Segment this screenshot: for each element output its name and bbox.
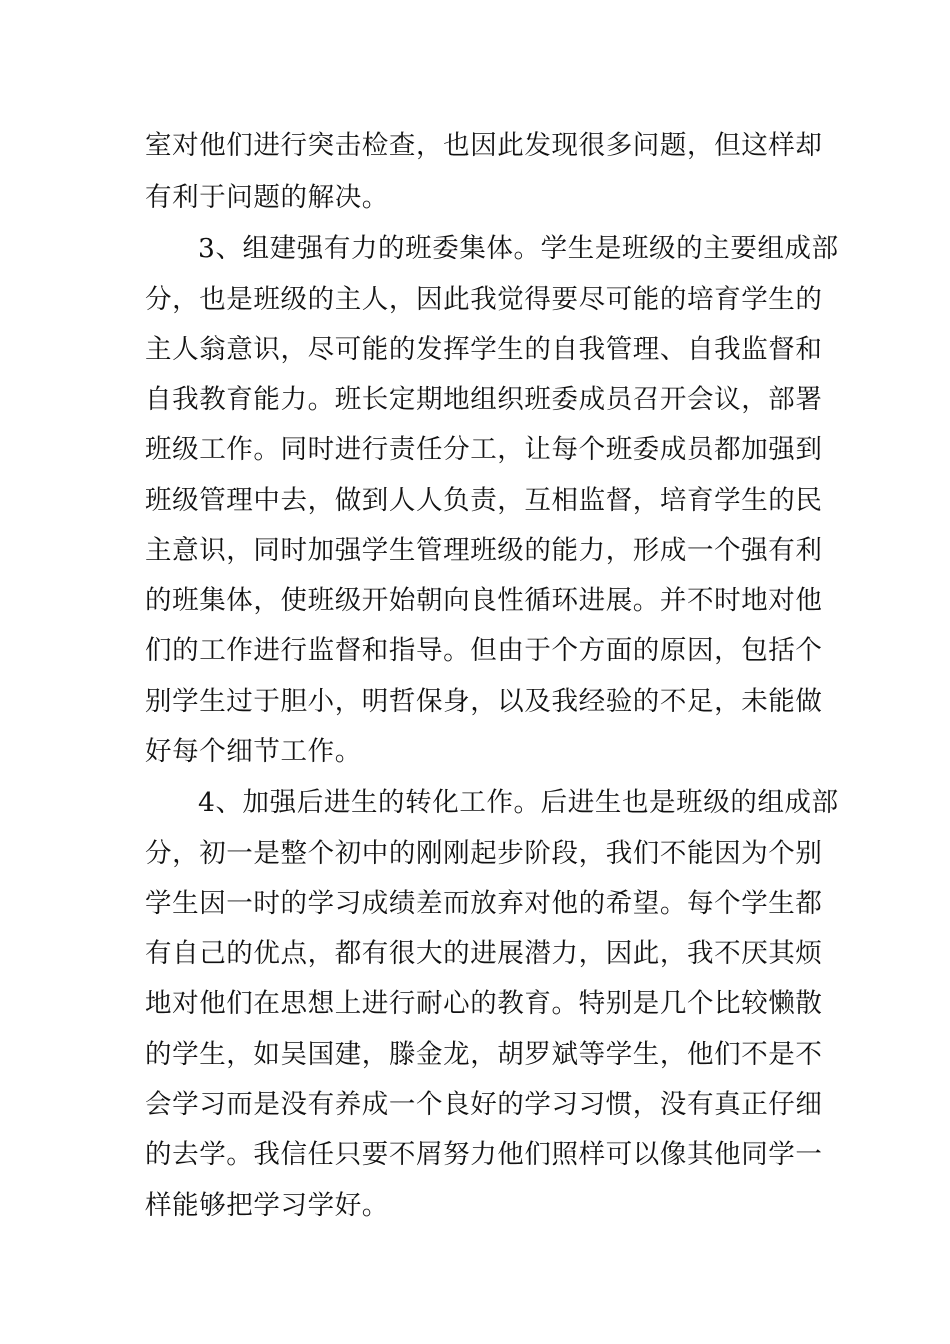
text-line: 的学生，如吴国建，滕金龙，胡罗斌等学生，他们不是不 [145, 1039, 823, 1070]
text-line: 班级工作。同时进行责任分工，让每个班委成员都加强到 [145, 434, 823, 465]
text-line: 好每个细节工作。 [145, 736, 362, 767]
text-line: 地对他们在思想上进行耐心的教育。特别是几个比较懒散 [145, 988, 823, 1019]
text-line: 分，也是班级的主人，因此我觉得要尽可能的培育学生的 [145, 284, 823, 315]
paragraph-4-first-line: 4、加强后进生的转化工作。后进生也是班级的组成部 [198, 787, 839, 818]
text-line: 班级管理中去，做到人人负责，互相监督，培育学生的民 [145, 485, 823, 516]
text-line: 样能够把学习学好。 [145, 1190, 389, 1221]
text-line: 的去学。我信任只要不屑努力他们照样可以像其他同学一 [145, 1139, 823, 1170]
text-line: 别学生过于胆小，明哲保身，以及我经验的不足，未能做 [145, 686, 823, 717]
text-line: 有利于问题的解决。 [145, 182, 389, 213]
paragraph-3-first-line: 3、组建强有力的班委集体。学生是班级的主要组成部 [198, 233, 839, 264]
text-line: 们的工作进行监督和指导。但由于个方面的原因，包括个 [145, 635, 823, 666]
text-line: 的班集体，使班级开始朝向良性循环进展。并不时地对他 [145, 585, 823, 616]
text-line: 室对他们进行突击检查，也因此发现很多问题，但这样却 [145, 130, 823, 161]
text-line: 学生因一时的学习成绩差而放弃对他的希望。每个学生都 [145, 888, 823, 919]
text-line: 主意识，同时加强学生管理班级的能力，形成一个强有利 [145, 535, 823, 566]
text-line: 自我教育能力。班长定期地组织班委成员召开会议，部署 [145, 384, 823, 415]
text-line: 分，初一是整个初中的刚刚起步阶段，我们不能因为个别 [145, 838, 823, 869]
text-line: 有自己的优点，都有很大的进展潜力，因此，我不厌其烦 [145, 938, 823, 969]
text-line: 会学习而是没有养成一个良好的学习习惯，没有真正仔细 [145, 1089, 823, 1120]
text-line: 主人翁意识，尽可能的发挥学生的自我管理、自我监督和 [145, 334, 823, 365]
